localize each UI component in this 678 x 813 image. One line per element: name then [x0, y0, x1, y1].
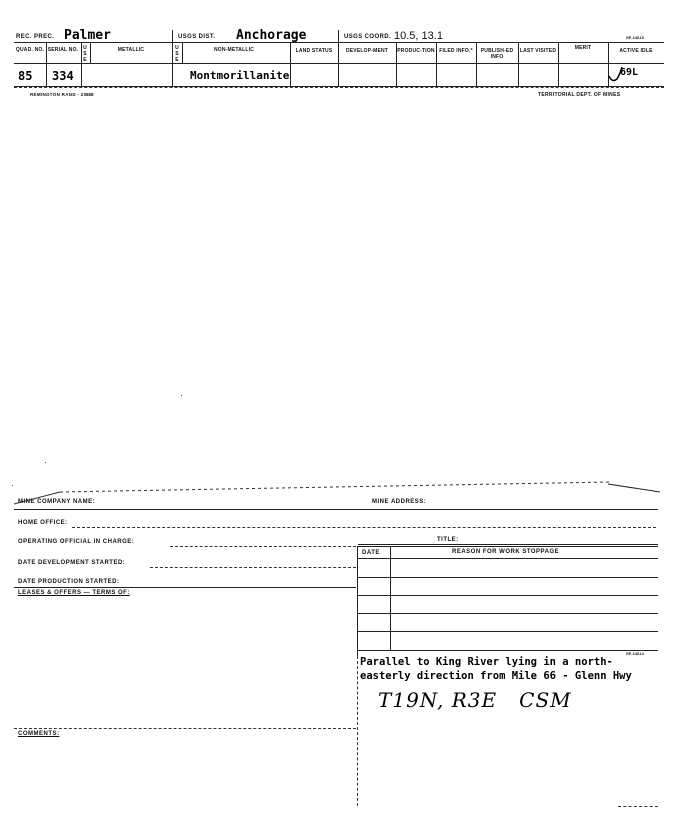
speck	[45, 462, 46, 463]
comments-top-rule	[14, 728, 356, 729]
card-cut-line	[14, 87, 664, 88]
notes-line-2: easterly direction from Mile 66 - Glenn Hwy	[360, 670, 632, 682]
sep-dist	[172, 30, 173, 86]
stoppage-col-sep	[390, 546, 391, 650]
bottom-corner-marks	[618, 806, 658, 807]
stoppage-row-rule	[358, 613, 658, 614]
top-footer-left: REMINGTON RAND - 20	[30, 92, 87, 97]
usgs-dist-label: USGS DIST.	[178, 34, 216, 40]
col-development: DEVELOP-MENT	[345, 48, 389, 54]
col-production: PRODUC-TION	[397, 48, 435, 54]
center-divider-dashed	[357, 656, 358, 806]
speck	[181, 395, 182, 396]
col-filed-info: FILED INFO.*	[439, 48, 473, 54]
rec-prec-label: REC. PREC.	[16, 34, 55, 40]
col-use-2: U S E	[175, 45, 179, 63]
date-dev-label: DATE DEVELOPMENT STARTED:	[18, 560, 126, 566]
date-dev-rule	[150, 567, 356, 568]
non-metallic-value: Montmorillanite	[190, 69, 290, 82]
serial-no-value: 334	[52, 69, 74, 83]
checkmark-icon	[606, 64, 624, 84]
home-office-label: HOME OFFICE:	[18, 520, 68, 526]
col-land-status: LAND STATUS	[295, 48, 333, 54]
usgs-coord-label: USGS COORD.	[344, 34, 392, 40]
date-prod-label: DATE PRODUCTION STARTED:	[18, 579, 120, 585]
comments-label: COMMENTS:	[18, 731, 60, 737]
mine-address-label: MINE ADDRESS:	[372, 499, 427, 505]
quad-no-value: 85	[18, 69, 33, 83]
bottom-form-number: SP-14614	[626, 651, 644, 656]
sep-coord	[338, 30, 339, 86]
stoppage-top-rule	[358, 546, 658, 547]
stoppage-row-rule	[358, 595, 658, 596]
stoppage-date-header: DATE	[362, 550, 380, 556]
leases-label: LEASES & OFFERS — TERMS OF:	[18, 590, 130, 596]
top-footer-code: 888	[86, 92, 94, 97]
company-rule	[14, 509, 658, 510]
active-idle-value: 69L	[620, 67, 639, 78]
stoppage-reason-header: REASON FOR WORK STOPPAGE	[452, 549, 560, 555]
date-prod-rule	[14, 587, 356, 588]
handwritten-location: T19N, R3E CSM	[378, 688, 572, 712]
top-form-number: SP-14615	[626, 35, 644, 40]
header-rule	[14, 42, 664, 43]
sep-use2	[182, 43, 183, 64]
col-last-visited: LAST VISITED	[519, 48, 557, 54]
title-label: TITLE:	[437, 537, 459, 543]
notes-line-1: Parallel to King River lying in a north-	[360, 656, 613, 668]
mine-company-label: MINE COMPANY NAME:	[18, 499, 96, 505]
usgs-dist-value: Anchorage	[236, 28, 307, 43]
col-non-metallic: NON-METALLIC	[213, 47, 255, 53]
stoppage-row-rule	[358, 631, 658, 632]
stoppage-header-rule	[358, 558, 658, 559]
rec-prec-value: Palmer	[64, 28, 111, 43]
column-header-rule	[14, 63, 664, 64]
col-published-info: PUBLISH-ED INFO	[480, 48, 514, 60]
col-quad-no: QUAD. NO.	[15, 47, 45, 53]
operating-official-label: OPERATING OFFICIAL IN CHARGE:	[18, 539, 135, 545]
col-active-idle: ACTIVE IDLE	[619, 48, 653, 54]
home-office-rule	[72, 527, 656, 528]
sep-use1	[90, 43, 91, 64]
usgs-coord-value: 10.5, 13.1	[394, 30, 443, 42]
col-serial-no: SERIAL NO.	[47, 47, 79, 53]
card-top-edge	[0, 478, 678, 508]
center-divider	[357, 546, 358, 656]
stoppage-row-rule	[358, 577, 658, 578]
col-use-1: U S E	[83, 45, 87, 63]
stoppage-bottom-rule	[358, 650, 658, 651]
col-metallic: METALLIC	[117, 47, 145, 53]
title-rule	[358, 544, 658, 545]
top-footer-right: TERRITORIAL DEPT. OF MINES	[538, 92, 621, 98]
official-rule	[170, 546, 356, 547]
col-merit: MERIT	[574, 45, 592, 51]
